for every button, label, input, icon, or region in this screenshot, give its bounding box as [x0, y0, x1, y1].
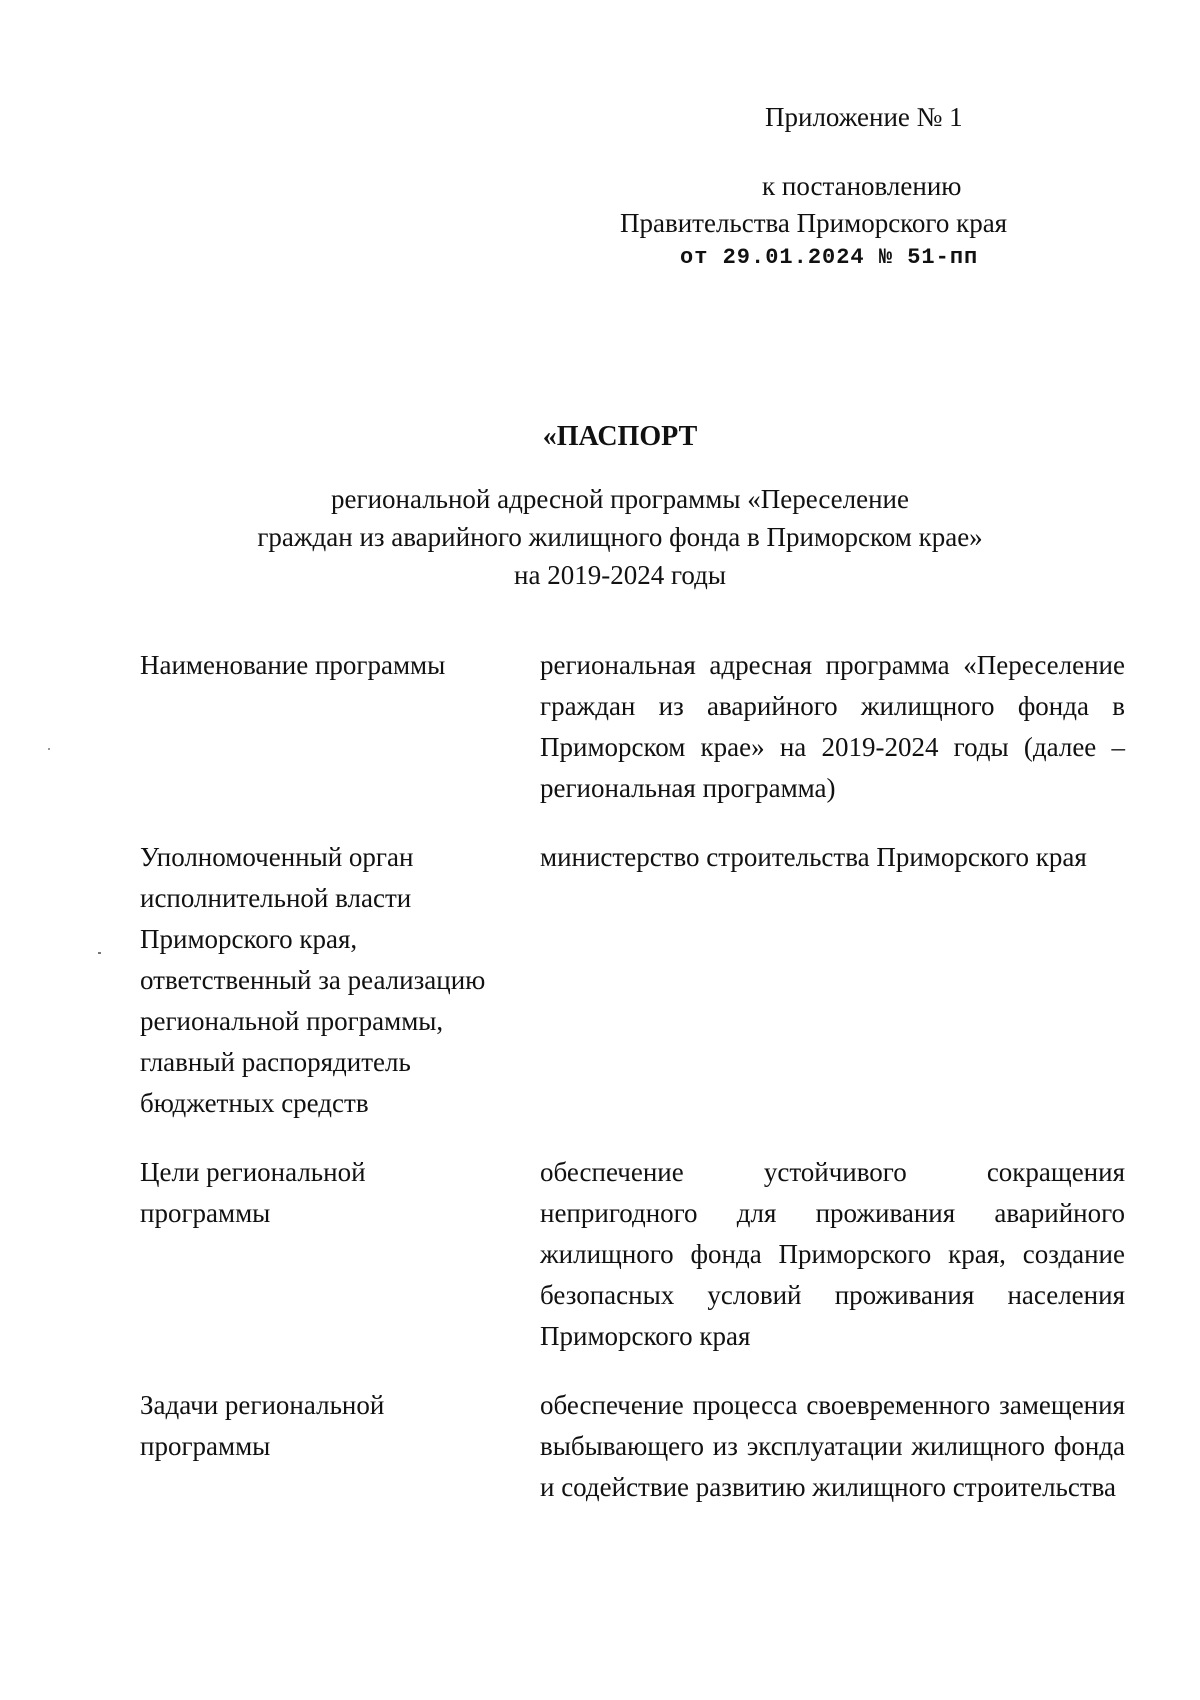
title-line-3: на 2019-2024 годы: [514, 560, 726, 590]
passport-row-program-name: [140, 645, 1125, 809]
row-value: обеспечение устойчивого сокращения непригодного для проживания аварийного жилищного фонда Приморского края, создание безопасных условий проживания населения Приморского края: [540, 1157, 1125, 1351]
row-value: обеспечение процесса своевременного замещения выбывающего из эксплуатации жилищного фонда и содействие развитию жилищного строительства: [540, 1390, 1125, 1502]
resolution-date-stamp: от 29.01.2024 № 51-пп: [680, 245, 979, 270]
row-value: министерство строительства Приморского края: [540, 842, 1087, 872]
row-label: Задачи региональной программы: [140, 1390, 385, 1461]
row-label: Цели региональной программы: [140, 1157, 366, 1228]
document-title: [120, 420, 1120, 594]
passport-heading: «ПАСПОРТ: [542, 421, 698, 452]
passport-row-goals: [140, 1152, 1125, 1357]
resolution-line-2: Правительства Приморского края: [620, 208, 1008, 238]
scan-speck: [48, 748, 50, 750]
row-label: Наименование программы: [140, 650, 446, 680]
row-value: региональная адресная программа «Переселение граждан из аварийного жилищного фонда в Приморском крае» на 2019-2024 годы (далее – региональная программа): [540, 650, 1125, 803]
appendix-number: Приложение № 1: [765, 102, 963, 132]
title-line-1: региональной адресной программы «Переселение: [331, 484, 909, 514]
resolution-line-1: к постановлению: [762, 171, 962, 201]
passport-row-authority: [140, 837, 1125, 1124]
passport-row-tasks: [140, 1385, 1125, 1508]
scan-speck: [98, 952, 101, 954]
title-line-2: граждан из аварийного жилищного фонда в Приморском крае»: [257, 522, 983, 552]
resolution-reference: [620, 168, 1100, 274]
passport-table: [140, 645, 1125, 1536]
row-label: Уполномоченный орган исполнительной власти Приморского края, ответственный за реализацию региональной программы, главный распорядитель бюджетных средств: [140, 842, 486, 1118]
